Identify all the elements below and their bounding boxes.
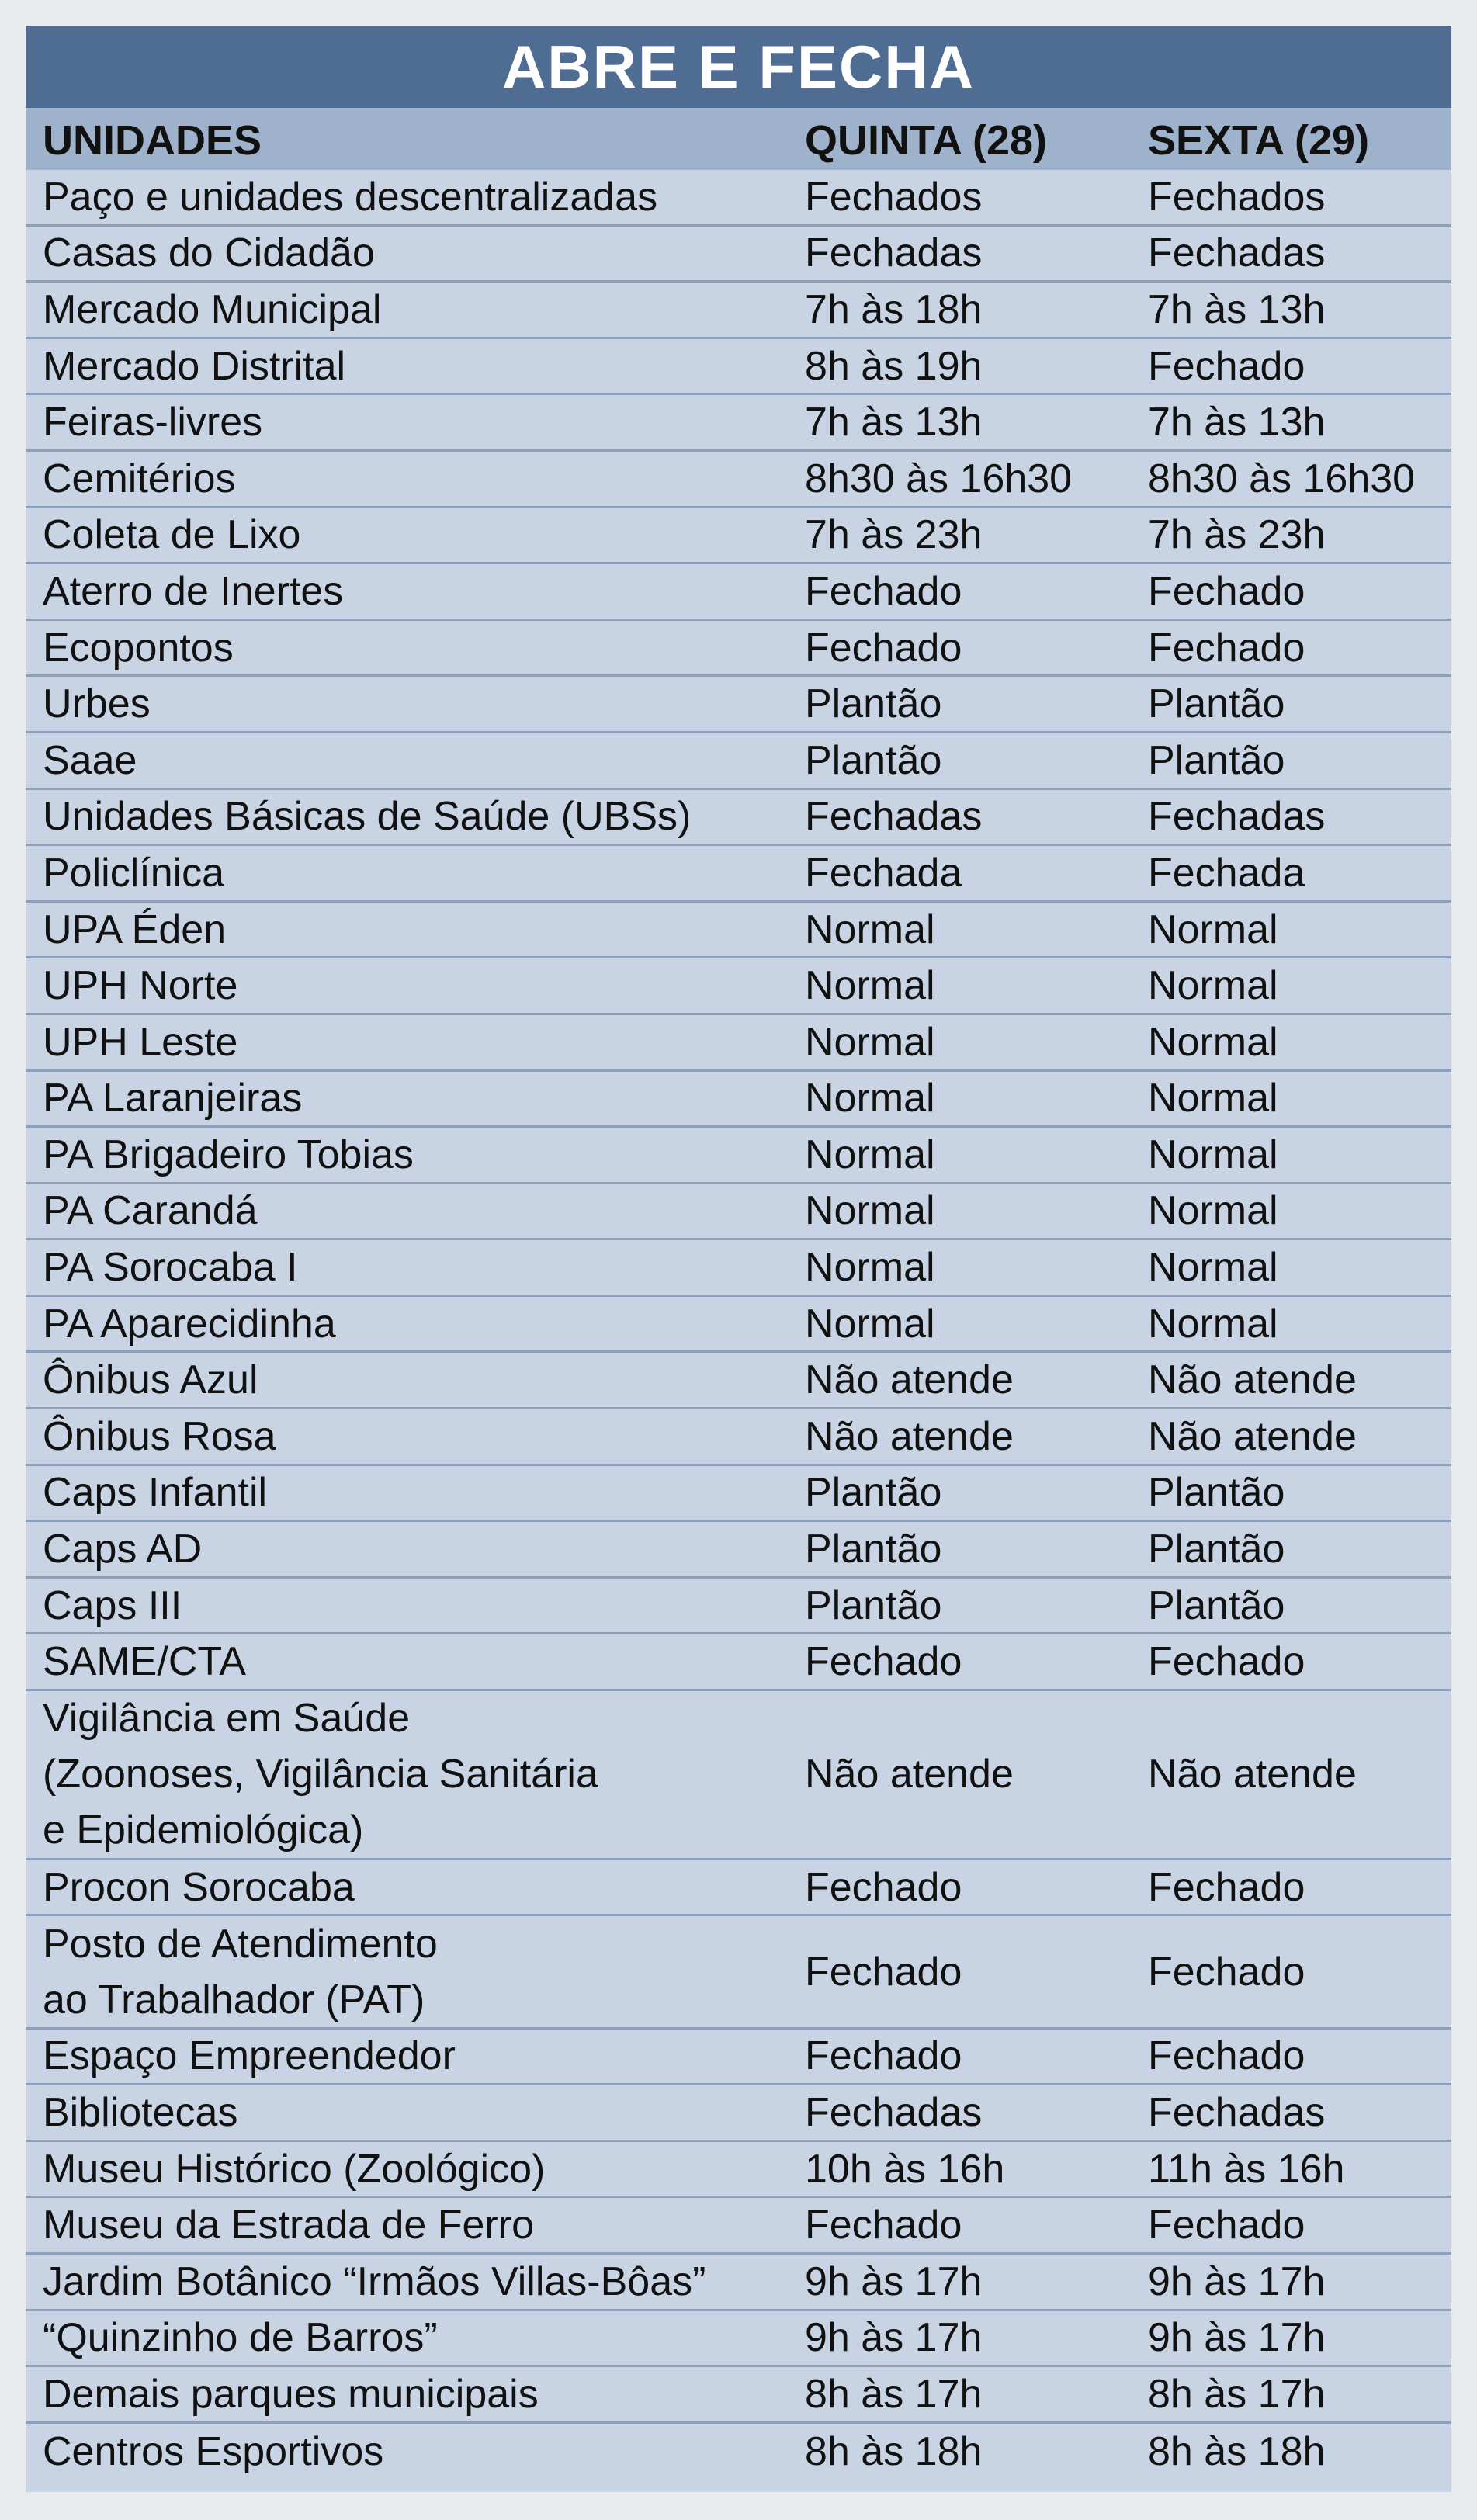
unit-name: Mercado Municipal: [43, 286, 382, 332]
sexta-value: Fechadas: [1148, 2090, 1326, 2135]
sexta-value: Plantão: [1148, 1527, 1285, 1572]
table-row: [26, 1353, 1451, 1409]
table-row: [26, 1015, 1451, 1072]
table-row: [26, 1072, 1451, 1128]
unit-name: PA Sorocaba I: [43, 1245, 298, 1291]
unit-name: Aterro de Inertes: [43, 568, 344, 614]
unit-name: Centros Esportivos: [43, 2429, 384, 2475]
table-row: [26, 508, 1451, 565]
unit-name: PA Carandá: [43, 1188, 258, 1234]
sexta-value: 11h às 16h: [1148, 2146, 1345, 2192]
table-row: [26, 1297, 1451, 1354]
table-row: [26, 2367, 1451, 2424]
quinta-value: Normal: [805, 1188, 935, 1234]
quinta-value: Fechado: [805, 2203, 962, 2248]
unit-name: UPH Leste: [43, 1019, 238, 1065]
table-row: [26, 2198, 1451, 2255]
table-row: [26, 677, 1451, 733]
unit-name: Posto de Atendimento ao Trabalhador (PAT): [43, 1921, 438, 2023]
table-row: [26, 1128, 1451, 1184]
quinta-value: Fechada: [805, 850, 962, 896]
unit-name: Vigilância em Saúde (Zoonoses, Vigilância Sanitária e Epidemiológica): [43, 1696, 598, 1853]
sexta-value: Normal: [1148, 1301, 1278, 1347]
table-row: [26, 1184, 1451, 1241]
quinta-value: Normal: [805, 1019, 935, 1065]
table-row: [26, 2142, 1451, 2199]
table-row: [26, 2085, 1451, 2142]
table-row: [26, 170, 1451, 227]
header-unidades: UNIDADES: [43, 117, 262, 164]
unit-name: Jardim Botânico “Irmãos Villas-Bôas”: [43, 2258, 706, 2304]
quinta-value: 10h às 16h: [805, 2146, 1005, 2192]
sexta-value: Fechado: [1148, 1864, 1305, 1910]
table-row: [26, 1240, 1451, 1297]
table-row: [26, 1579, 1451, 1635]
table-body: [26, 170, 1451, 2480]
quinta-value: Fechadas: [805, 231, 983, 276]
quinta-value: 9h às 17h: [805, 2258, 983, 2304]
sexta-value: Normal: [1148, 1245, 1278, 1291]
unit-name: PA Laranjeiras: [43, 1076, 303, 1121]
unit-name: Bibliotecas: [43, 2090, 238, 2135]
unit-name: Caps III: [43, 1582, 182, 1628]
sexta-value: Fechado: [1148, 1639, 1305, 1685]
table-row: [26, 733, 1451, 790]
sexta-value: Fechado: [1148, 625, 1305, 671]
quinta-value: 8h às 19h: [805, 343, 983, 389]
table-row: [26, 1466, 1451, 1523]
table-row: [26, 227, 1451, 283]
quinta-value: Fechado: [805, 1864, 962, 1910]
unit-name: Espaço Empreendedor: [43, 2033, 456, 2079]
unit-name: UPA Éden: [43, 906, 227, 952]
sexta-value: Fechado: [1148, 343, 1305, 389]
quinta-value: Normal: [805, 1076, 935, 1121]
quinta-value: Plantão: [805, 1470, 942, 1516]
quinta-value: Normal: [805, 1245, 935, 1291]
unit-name: UPH Norte: [43, 963, 238, 1009]
table-row: [26, 1634, 1451, 1691]
unit-name: Policlínica: [43, 850, 225, 896]
table-row: [26, 958, 1451, 1015]
quinta-value: Plantão: [805, 1527, 942, 1572]
sexta-value: 7h às 13h: [1148, 400, 1326, 445]
table-row: [26, 2255, 1451, 2311]
quinta-value: 9h às 17h: [805, 2315, 983, 2361]
quinta-value: 8h às 17h: [805, 2371, 983, 2417]
unit-name: Museu da Estrada de Ferro: [43, 2203, 534, 2248]
table-row: [26, 621, 1451, 678]
sexta-value: Fechados: [1148, 174, 1326, 220]
sexta-value: Não atende: [1148, 1413, 1357, 1459]
quinta-value: 7h às 23h: [805, 512, 983, 558]
unit-name: Urbes: [43, 681, 151, 727]
header-sexta: SEXTA (29): [1148, 117, 1370, 164]
sexta-value: 9h às 17h: [1148, 2315, 1326, 2361]
quinta-value: Fechadas: [805, 794, 983, 840]
table-row: [26, 1916, 1451, 2029]
sexta-value: Fechado: [1148, 2203, 1305, 2248]
table-row: [26, 903, 1451, 959]
quinta-value: Normal: [805, 1301, 935, 1347]
sexta-value: Fechado: [1148, 1949, 1305, 1995]
sexta-value: Normal: [1148, 1019, 1278, 1065]
unit-name: PA Brigadeiro Tobias: [43, 1132, 414, 1177]
quinta-value: Plantão: [805, 681, 942, 727]
quinta-value: Fechado: [805, 2033, 962, 2079]
unit-name: Caps AD: [43, 1527, 203, 1572]
sexta-value: 7h às 13h: [1148, 286, 1326, 332]
sexta-value: Plantão: [1148, 1582, 1285, 1628]
unit-name: Unidades Básicas de Saúde (UBSs): [43, 794, 692, 840]
quinta-value: 8h às 18h: [805, 2429, 983, 2475]
unit-name: Cemitérios: [43, 456, 236, 501]
table-row: [26, 2424, 1451, 2480]
unit-name: Saae: [43, 737, 137, 783]
unit-name: Demais parques municipais: [43, 2371, 539, 2417]
unit-name: Paço e unidades descentralizadas: [43, 174, 658, 220]
table-row: [26, 395, 1451, 452]
sexta-value: Plantão: [1148, 681, 1285, 727]
table-row: [26, 2311, 1451, 2368]
sexta-value: Fechado: [1148, 2033, 1305, 2079]
sexta-value: Fechado: [1148, 568, 1305, 614]
sexta-value: Normal: [1148, 906, 1278, 952]
quinta-value: Fechado: [805, 625, 962, 671]
title-bar: [26, 26, 1451, 108]
sexta-value: Normal: [1148, 1076, 1278, 1121]
unit-name: Procon Sorocaba: [43, 1864, 355, 1910]
sexta-value: 7h às 23h: [1148, 512, 1326, 558]
sexta-value: Plantão: [1148, 737, 1285, 783]
quinta-value: Não atende: [805, 1357, 1014, 1403]
table-row: [26, 1860, 1451, 1917]
table-row: [26, 1409, 1451, 1466]
table-title: ABRE E FECHA: [501, 32, 976, 101]
table-row: [26, 1691, 1451, 1860]
sexta-value: Normal: [1148, 963, 1278, 1009]
unit-name: Casas do Cidadão: [43, 231, 375, 276]
quinta-value: Normal: [805, 906, 935, 952]
header-row: [26, 108, 1451, 170]
sexta-value: Não atende: [1148, 1357, 1357, 1403]
sexta-value: Normal: [1148, 1188, 1278, 1234]
unit-name: Museu Histórico (Zoológico): [43, 2146, 546, 2192]
sexta-value: Normal: [1148, 1132, 1278, 1177]
unit-name: Ônibus Rosa: [43, 1413, 276, 1459]
sexta-value: Fechada: [1148, 850, 1305, 896]
table-row: [26, 339, 1451, 396]
quinta-value: Não atende: [805, 1413, 1014, 1459]
sexta-value: Plantão: [1148, 1470, 1285, 1516]
sexta-value: Não atende: [1148, 1752, 1357, 1797]
quinta-value: Fechado: [805, 1949, 962, 1995]
table-row: [26, 564, 1451, 621]
unit-name: Ônibus Azul: [43, 1357, 258, 1403]
unit-name: Mercado Distrital: [43, 343, 346, 389]
sexta-value: 9h às 17h: [1148, 2258, 1326, 2304]
quinta-value: 7h às 13h: [805, 400, 983, 445]
quinta-value: Fechadas: [805, 2090, 983, 2135]
unit-name: PA Aparecidinha: [43, 1301, 336, 1347]
quinta-value: 7h às 18h: [805, 286, 983, 332]
quinta-value: Fechado: [805, 1639, 962, 1685]
unit-name: Feiras-livres: [43, 400, 263, 445]
unit-name: Caps Infantil: [43, 1470, 268, 1516]
quinta-value: Normal: [805, 963, 935, 1009]
table-row: [26, 1522, 1451, 1579]
quinta-value: Fechado: [805, 568, 962, 614]
sexta-value: 8h às 18h: [1148, 2429, 1326, 2475]
sexta-value: 8h30 às 16h30: [1148, 456, 1416, 501]
quinta-value: Não atende: [805, 1752, 1014, 1797]
sexta-value: 8h às 17h: [1148, 2371, 1326, 2417]
quinta-value: Plantão: [805, 1582, 942, 1628]
quinta-value: Plantão: [805, 737, 942, 783]
quinta-value: Fechados: [805, 174, 983, 220]
table-row: [26, 452, 1451, 508]
schedule-table: [26, 26, 1451, 2492]
table-row: [26, 846, 1451, 903]
unit-name: Ecopontos: [43, 625, 234, 671]
sexta-value: Fechadas: [1148, 794, 1326, 840]
header-quinta: QUINTA (28): [805, 117, 1048, 164]
quinta-value: 8h30 às 16h30: [805, 456, 1073, 501]
table-row: [26, 2030, 1451, 2086]
quinta-value: Normal: [805, 1132, 935, 1177]
sexta-value: Fechadas: [1148, 231, 1326, 276]
unit-name: Coleta de Lixo: [43, 512, 301, 558]
unit-name: “Quinzinho de Barros”: [43, 2315, 438, 2361]
unit-name: SAME/CTA: [43, 1639, 246, 1685]
table-row: [26, 283, 1451, 339]
table-row: [26, 790, 1451, 847]
